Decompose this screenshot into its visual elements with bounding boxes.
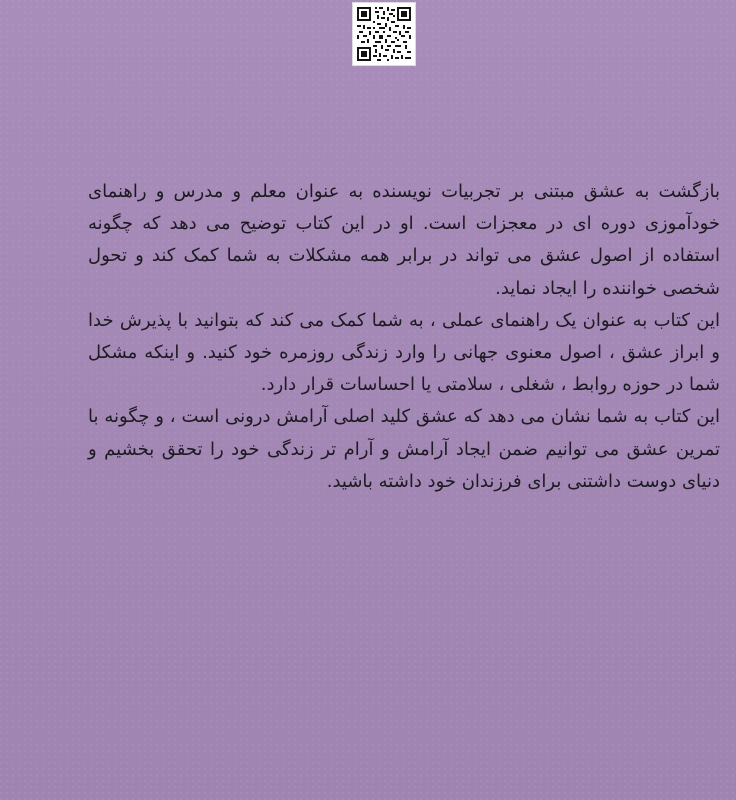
blurb-paragraph-3: این کتاب به شما نشان می دهد که عشق کلید اصلی آرامش درونی است ، و چگونه با تمرین عشق می توانیم ضمن ایجاد آرامش و آرام تر زندگی خود را تحقق بخشیم و دنیای دوست داشتنی برای فرزندان خود داشته باشید. (88, 406, 720, 492)
blurb-paragraph-1: بازگشت به عشق مبتنی بر تجربیات نویسنده به عنوان معلم و مدرس و راهنمای خودآموزی دوره ای در معجزات است. او در این کتاب توضیح می دهد که چگونه استفاده از اصول عشق می تواند در برابر همه مشکلات به شما کمک کند و تحول شخصی خواننده را ایجاد نماید. (88, 181, 720, 299)
qr-code-icon (357, 7, 411, 61)
blurb-paragraph-2: این کتاب به عنوان یک راهنمای عملی ، به شما کمک می کند که بتوانید با پذیرش خدا و ابراز عشق ، اصول معنوی جهانی را وارد زندگی روزمره خود کنید. و اینکه مشکل شما در حوزه روابط ، شغلی ، سلامتی یا احساسات قرار دارد. (88, 309, 720, 396)
back-cover-blurb (88, 176, 720, 498)
qr-code (352, 2, 416, 66)
